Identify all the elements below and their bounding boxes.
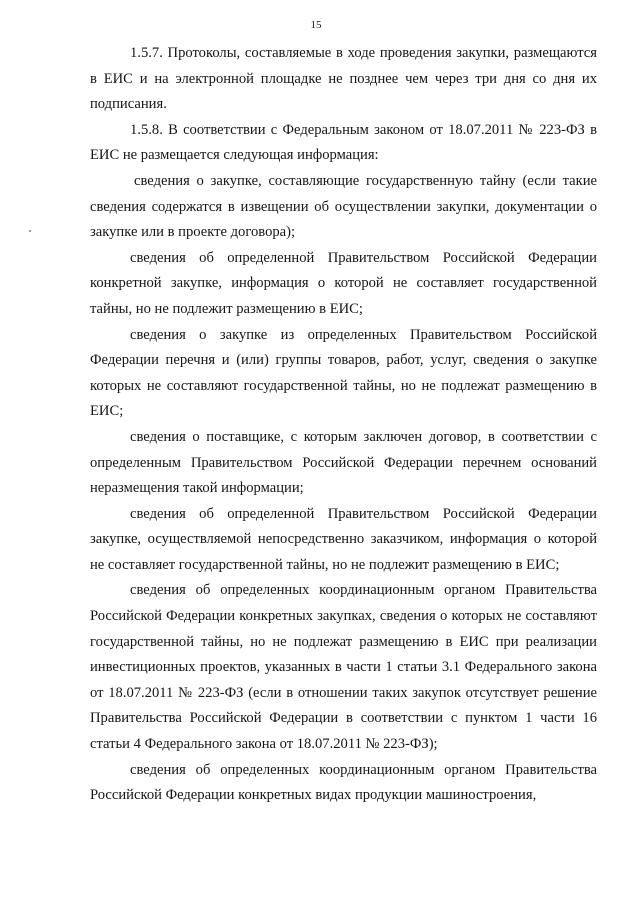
paragraph-1-5-8: 1.5.8. В соответствии с Федеральным законом от 18.07.2011 № 223-ФЗ в ЕИС не размещается следующая информация: (90, 121, 597, 164)
list-item-supplier-info: сведения о поставщике, с которым заключен договор, в соответствии с определенным Правительством Российской Федерации перечнем оснований неразмещения такой информации; (90, 428, 597, 497)
page-number: 15 (310, 19, 322, 31)
scan-artifact-dot (29, 230, 31, 232)
paragraph-1-5-7: 1.5.7. Протоколы, составляемые в ходе проведения закупки, размещаются в ЕИС и на электронной площадке не позднее чем через три дня со дня их подписания. (90, 45, 597, 113)
list-item-specific-procurement: сведения об определенной Правительством Российской Федерации конкретной закупке, информация о которой не составляет государственной тайны, но не подлежит размещению в ЕИС; (90, 249, 597, 317)
document-body (90, 41, 597, 809)
list-item-state-secret: сведения о закупке, составляющие государственную тайну (если такие сведения содержатся в извещении об осуществлении закупки, документации о закупке или в проекте договора); (90, 172, 597, 241)
list-item-goods-list: сведения о закупке из определенных Правительством Российской Федерации перечня и (или) группы товаров, работ, услуг, сведения о закупке которых не составляют государственной тайны, но не подлежат размещению в ЕИС; (90, 326, 597, 420)
list-item-machinery-products: сведения об определенных координационным органом Правительства Российской Федерации конкретных видах продукции машиностроения, (90, 761, 597, 804)
list-item-investment-projects: сведения об определенных координационным органом Правительства Российской Федерации конкретных закупках, сведения о которых не составляют государственной тайны, но не подлежат размещению в ЕИС при реализации инвестиционных проектов, указанных в части 1 статьи 3.1 Федерального закона от 18.07.2011 № 223-ФЗ (если в отношении таких закупок отсутствует решение Правительства Российской Федерации в соответствии с пунктом 1 части 16 статьи 4 Федерального закона от 18.07.2011 № 223-ФЗ); (90, 582, 597, 753)
list-item-direct-procurement: сведения об определенной Правительством Российской Федерации закупке, осуществляемой непосредственно заказчиком, информация о которой не составляет государственной тайны, но не подлежит размещению в ЕИС; (90, 505, 597, 573)
